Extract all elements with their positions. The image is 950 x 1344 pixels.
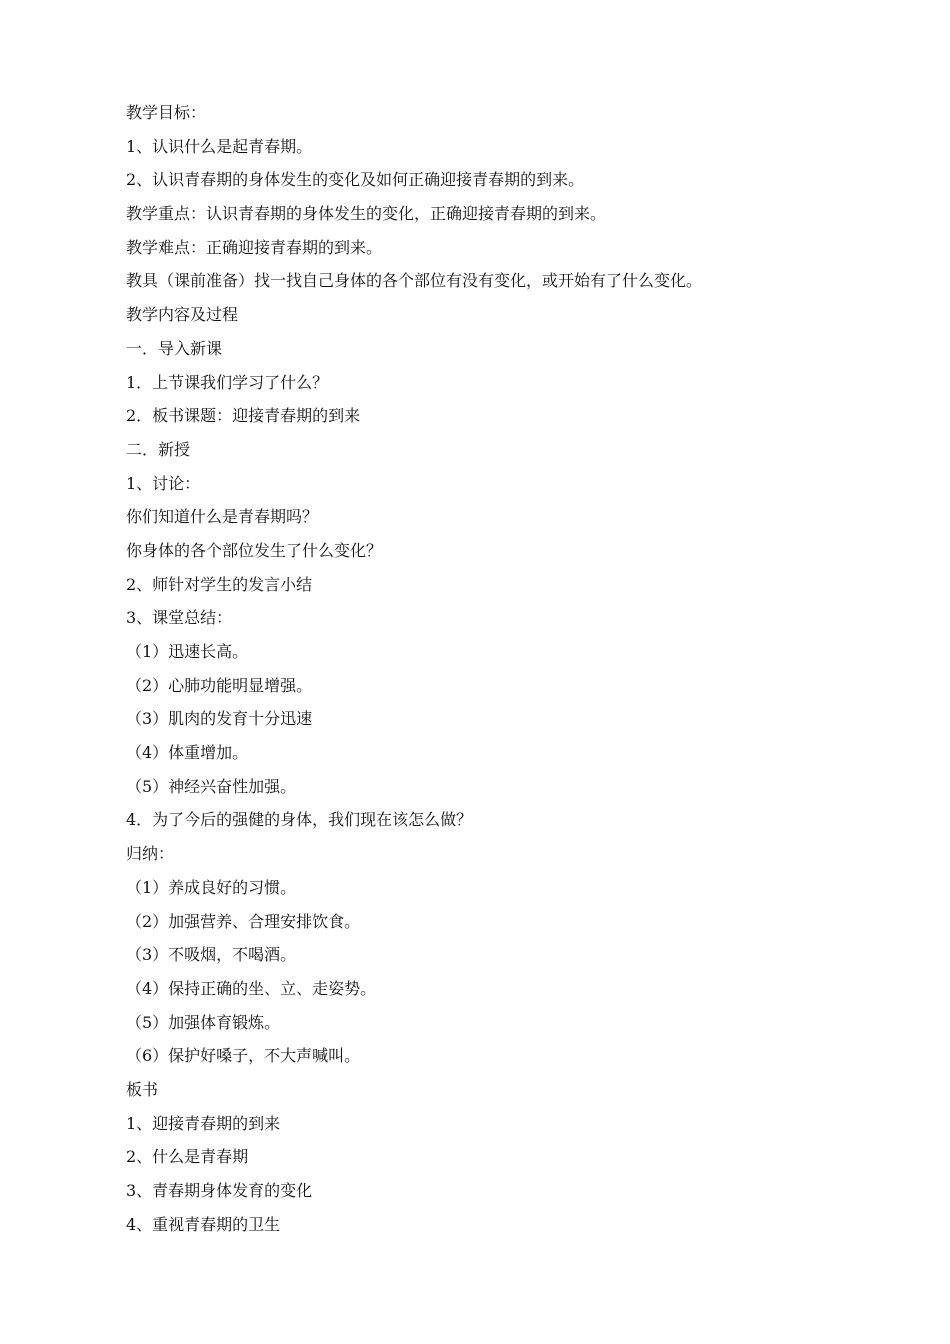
objectives-heading: 教学目标： <box>126 103 207 122</box>
discussion-question-1: 你们知道什么是青春期吗？ <box>126 507 319 527</box>
conclusion-item-5: （5）加强体育锻炼。 <box>126 1012 281 1032</box>
summary-item-2: （2）心肺功能明显增强。 <box>126 675 313 695</box>
intro-item-2: 2．板书课题：迎接青春期的到来 <box>126 406 361 426</box>
conclusion-item-3: （3）不吸烟，不喝酒。 <box>126 945 297 965</box>
summary-item-5: （5）神经兴奋性加强。 <box>126 776 297 796</box>
blackboard-item-2: 2、什么是青春期 <box>126 1147 249 1167</box>
question-4: 4．为了今后的强健的身体，我们现在该怎么做？ <box>126 810 473 830</box>
section-new-lesson: 二．新授 <box>126 439 191 459</box>
key-points: 教学重点：认识青春期的身体发生的变化，正确迎接青春期的到来。 <box>126 204 607 224</box>
conclusion-item-2: （2）加强营养、合理安排饮食。 <box>126 911 361 931</box>
section-introduction: 一．导入新课 <box>126 338 223 358</box>
blackboard-item-4: 4、重视青春期的卫生 <box>126 1214 281 1234</box>
discussion-heading: 1、讨论： <box>126 473 201 493</box>
teaching-aids: 教具（课前准备）找一找自己身体的各个部位有没有变化，或开始有了什么变化。 <box>126 271 703 291</box>
blackboard-item-1: 1、迎接青春期的到来 <box>126 1113 281 1133</box>
blackboard-item-3: 3、青春期身体发育的变化 <box>126 1181 313 1200</box>
objective-1: 1、认识什么是起青春期。 <box>126 136 313 156</box>
objective-2: 2、认识青春期的身体发生的变化及如何正确迎接青春期的到来。 <box>126 170 585 190</box>
conclusion-item-1: （1）养成良好的习惯。 <box>126 877 297 897</box>
discussion-question-2: 你身体的各个部位发生了什么变化？ <box>126 540 383 560</box>
summary-item-4: （4）体重增加。 <box>126 743 249 763</box>
teacher-summary: 2、师针对学生的发言小结 <box>126 574 313 594</box>
content-process-heading: 教学内容及过程 <box>126 305 239 325</box>
intro-item-1: 1．上节课我们学习了什么？ <box>126 372 329 392</box>
blackboard-heading: 板书 <box>126 1079 159 1099</box>
difficult-points: 教学难点：正确迎接青春期的到来。 <box>126 237 383 257</box>
document-body <box>126 96 826 1241</box>
conclusion-item-6: （6）保护好嗓子，不大声喊叫。 <box>126 1046 361 1066</box>
summary-item-3: （3）肌肉的发育十分迅速 <box>126 709 313 729</box>
summary-item-1: （1）迅速长高。 <box>126 642 249 661</box>
conclusion-heading: 归纳： <box>126 844 175 864</box>
conclusion-item-4: （4）保持正确的坐、立、走姿势。 <box>126 978 377 998</box>
class-summary-heading: 3、课堂总结： <box>126 608 233 628</box>
